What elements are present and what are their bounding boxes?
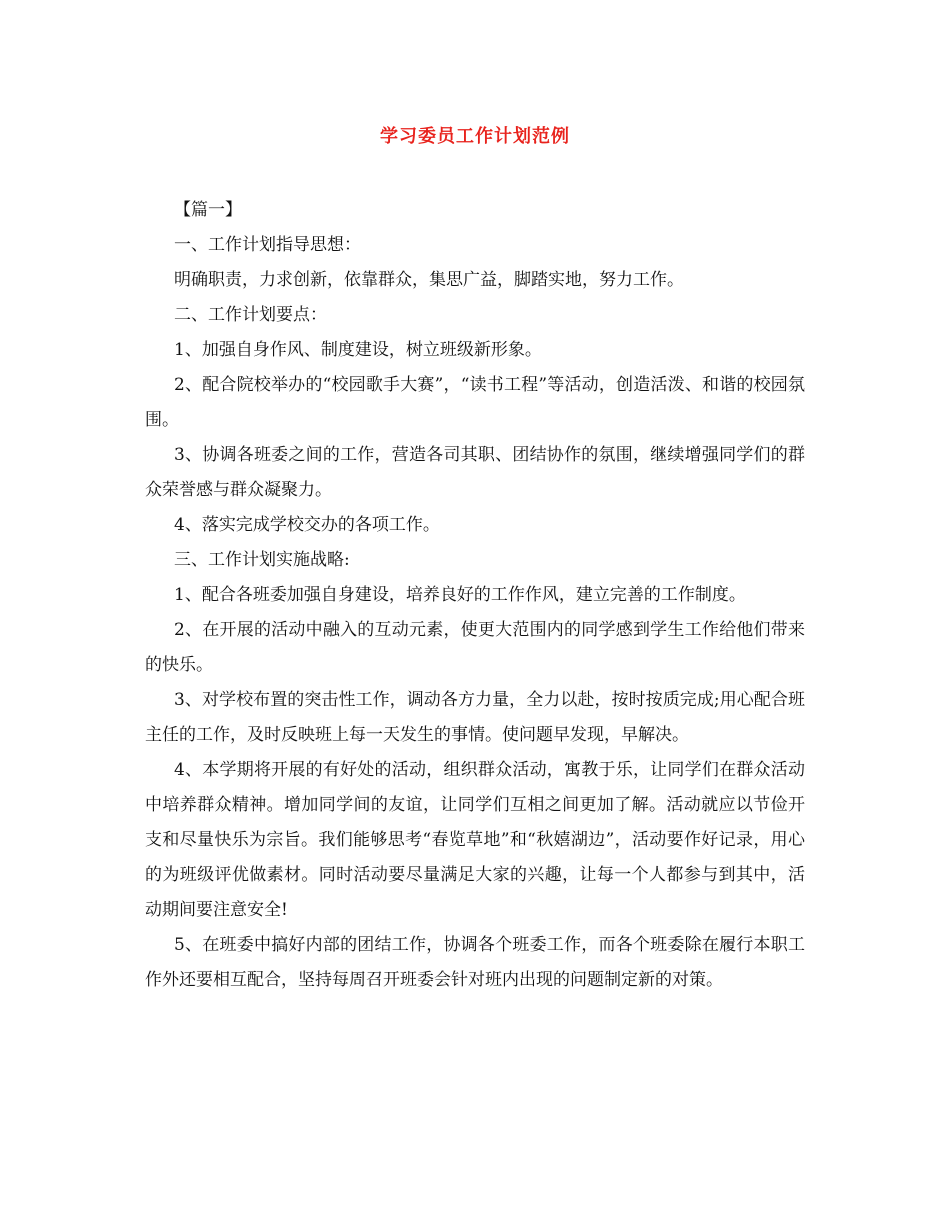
paragraph: 明确职责，力求创新，依靠群众，集思广益，脚踏实地，努力工作。 — [174, 270, 684, 290]
heading-strategy: 三、工作计划实施战略: — [174, 550, 350, 570]
paragraph: 1、加强自身作风、制度建设，树立班级新形象。 — [174, 340, 542, 360]
document-body — [145, 193, 805, 998]
paragraph: 4、落实完成学校交办的各项工作。 — [174, 515, 440, 535]
paragraph: 4、本学期将开展的有好处的活动，组织群众活动，寓教于乐，让同学们在群众活动中培养群众精神。增加同学间的友谊，让同学们互相之间更加了解。活动就应以节俭开支和尽量快乐为宗旨。我们能够思考“春览草地”和“秋嬉湖边”，活动要作好记录，用心的为班级评优做素材。同时活动要尽量满足大家的兴趣，让每一个人都参与到其中，活动期间要注意安全! — [145, 760, 805, 920]
paragraph: 2、在开展的活动中融入的互动元素，使更大范围内的同学感到学生工作给他们带来的快乐。 — [145, 620, 805, 675]
heading-key-points: 二、工作计划要点： — [174, 305, 327, 325]
paragraph: 5、在班委中搞好内部的团结工作，协调各个班委工作，而各个班委除在履行本职工作外还要相互配合，坚持每周召开班委会针对班内出现的问题制定新的对策。 — [145, 935, 805, 990]
heading-guiding-thought: 一、工作计划指导思想： — [174, 235, 361, 255]
paragraph: 1、配合各班委加强自身建设，培养良好的工作作风，建立完善的工作制度。 — [174, 585, 746, 605]
paragraph: 3、对学校布置的突击性工作，调动各方力量，全力以赴，按时按质完成;用心配合班主任的工作，及时反映班上每一天发生的事情。使问题早发现，早解决。 — [145, 690, 805, 745]
document-title: 学习委员工作计划范例 — [380, 126, 570, 147]
paragraph: 2、配合院校举办的“校园歌手大赛”，“读书工程”等活动，创造活泼、和谐的校园氛围。 — [145, 375, 805, 430]
paragraph: 3、协调各班委之间的工作，营造各司其职、团结协作的氛围，继续增强同学们的群众荣誉感与群众凝聚力。 — [145, 445, 805, 500]
section-heading-pian-yi: 【篇一】 — [174, 200, 242, 220]
